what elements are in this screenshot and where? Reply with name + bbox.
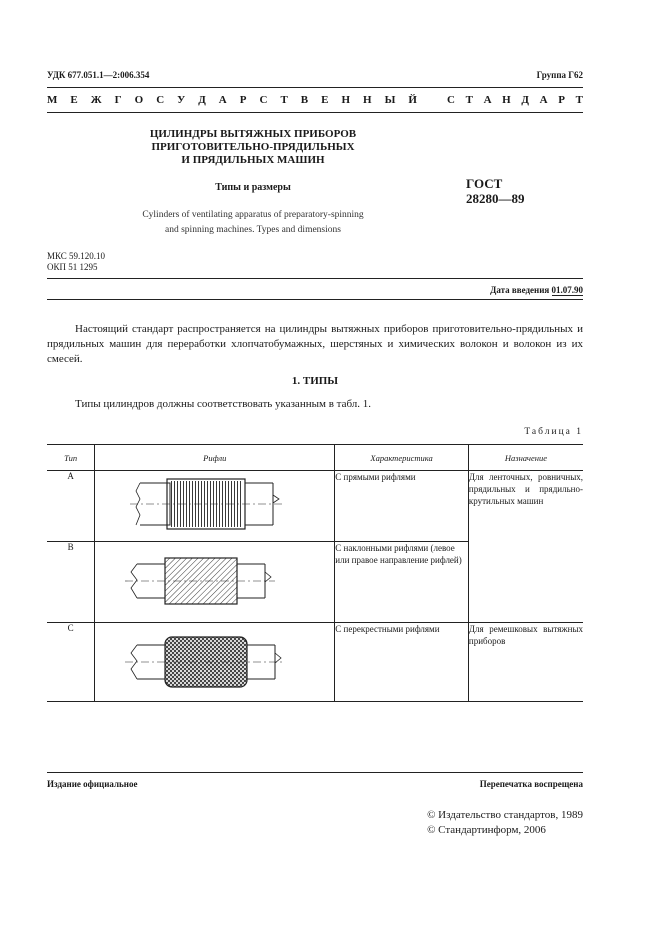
copyright-block (427, 808, 583, 838)
types-table (47, 444, 583, 702)
official-edition-note: Издание официальное (47, 779, 138, 789)
header-rifli: Рифли (95, 445, 335, 471)
header-type: Тип (47, 445, 95, 471)
gost-number: 28280—89 (466, 191, 525, 206)
mks-code: МКС 59.120.10 (47, 251, 106, 261)
bottom-rule (47, 772, 583, 773)
introduction-date-label: Дата введения (490, 285, 550, 295)
scope-paragraph: Настоящий стандарт распространяется на цилиндры вытяжных приборов приготовительно-прядильных и прядильных машин для переработки хлопчатобумажных, шерстяных и химических волокон и волокон из их смесей. (47, 323, 583, 365)
cylinder-crossed-figure (95, 623, 335, 702)
header-purpose: Назначение (468, 445, 583, 471)
okp-code: ОКП 51 1295 (47, 262, 98, 272)
document-title (108, 128, 398, 167)
characteristic-cell: С перекрестными рифлями (335, 623, 469, 702)
interstate-standard-heading (47, 94, 583, 106)
mid-rule-2 (47, 299, 583, 300)
type-cell: В (47, 542, 95, 623)
introduction-date-value: 01.07.90 (551, 285, 583, 295)
copyright-line-2: © Стандартинформ, 2006 (427, 824, 546, 836)
mid-rule (47, 278, 583, 279)
copyright-line-1: © Издательство стандартов, 1989 (427, 809, 583, 821)
section-title: 1. ТИПЫ (291, 375, 339, 387)
title-line-1: ЦИЛИНДРЫ ВЫТЯЖНЫХ ПРИБОРОВ (149, 128, 357, 140)
english-title (108, 208, 398, 238)
top-rule-2 (47, 112, 583, 113)
standard-word: С Т А Н Д А Р Т (447, 94, 583, 106)
english-title-line-1: Cylinders of ventilating apparatus of preparatory-spinning (142, 210, 364, 220)
english-title-line-2: and spinning machines. Types and dimensions (165, 225, 341, 235)
table-label: Таблица 1 (524, 427, 583, 437)
gost-label: ГОСТ (466, 176, 503, 191)
cylinder-slanted-figure (95, 542, 335, 623)
characteristic-cell: С наклонными рифлями (левое или правое направление рифлей) (335, 542, 469, 623)
udk-code: УДК 677.051.1—2:006.354 (47, 70, 150, 80)
classifier-codes (47, 251, 105, 273)
header-characteristic: Характеристика (335, 445, 469, 471)
gost-designation (466, 176, 525, 206)
types-paragraph: Типы цилиндров должны соответствовать указанным в табл. 1. (75, 398, 372, 410)
cylinder-straight-figure (95, 471, 335, 542)
reprint-prohibited-note: Перепечатка воспрещена (479, 779, 583, 789)
table-header-row (47, 445, 583, 471)
table-row (47, 623, 583, 702)
introduction-date (490, 285, 583, 295)
type-cell: А (47, 471, 95, 542)
purpose-cell: Для ремешковых вытяжных приборов (468, 623, 583, 702)
type-cell: С (47, 623, 95, 702)
interstate-word: М Е Ж Г О С У Д А Р С Т В Е Н Н Ы Й (47, 94, 417, 106)
purpose-cell: Для ленточных, ровничных, прядильных и прядильно-крутильных машин (468, 471, 583, 623)
document-subtitle: Типы и размеры (215, 182, 291, 193)
title-line-2: ПРИГОТОВИТЕЛЬНО-ПРЯДИЛЬНЫХ (151, 141, 355, 153)
group-code: Группа Г62 (536, 70, 583, 80)
cylinder-slanted-drawing (95, 542, 334, 622)
top-rule (47, 87, 583, 88)
cylinder-straight-drawing (95, 471, 334, 541)
title-line-3: И ПРЯДИЛЬНЫХ МАШИН (181, 154, 325, 166)
table-row (47, 471, 583, 542)
cylinder-crossed-drawing (95, 623, 334, 701)
characteristic-cell: С прямыми рифлями (335, 471, 469, 542)
